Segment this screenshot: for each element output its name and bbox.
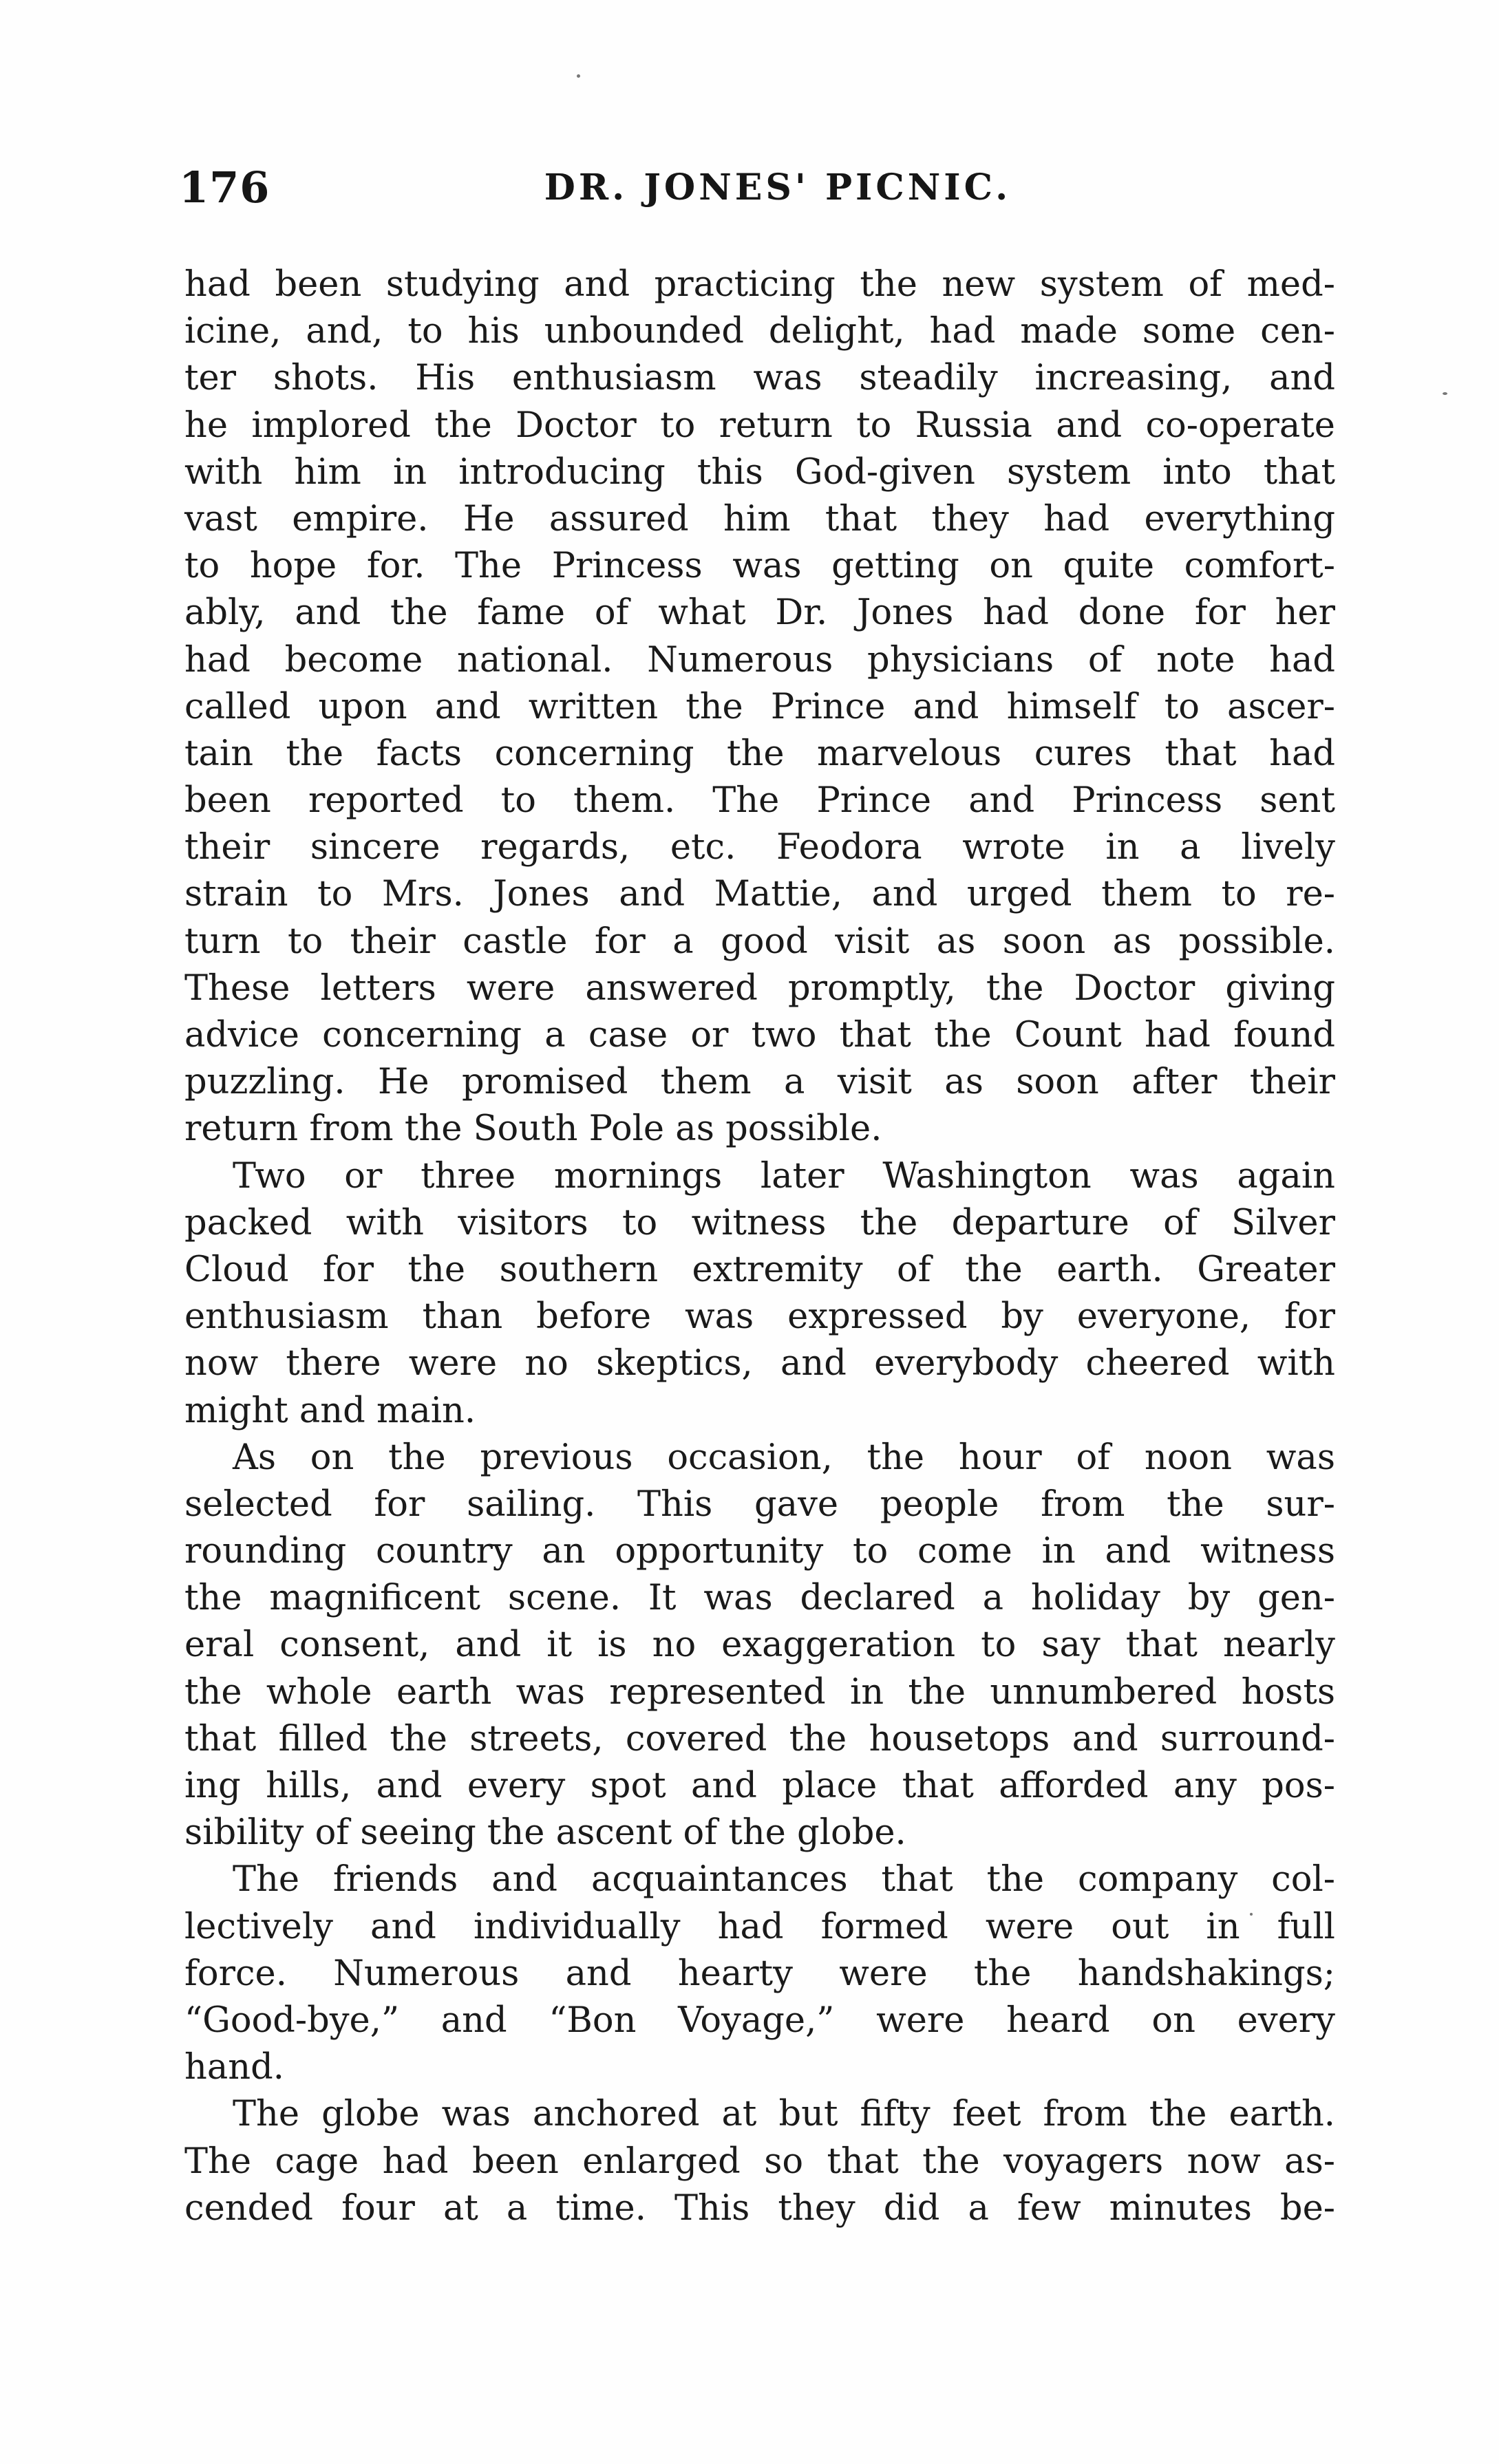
text-line: had become national. Numerous physicians of note had [184, 639, 1335, 681]
text-line: lectively and individually had formed were out in full [184, 1906, 1335, 1947]
text-line: ably, and the fame of what Dr. Jones had done for her [184, 592, 1335, 634]
text-line: advice concerning a case or two that the Count had found [184, 1015, 1335, 1056]
text-line: strain to Mrs. Jones and Mattie, and urged them to re- [184, 874, 1335, 915]
text-line: return from the South Pole as possible. [184, 1108, 882, 1150]
text-line: “Good-bye,” and “Bon Voyage,” were heard on every [184, 2000, 1335, 2041]
text-line: called upon and written the Prince and himself to ascer- [184, 686, 1335, 727]
text-line: now there were no skeptics, and everybody cheered with [184, 1343, 1335, 1384]
text-line: Cloud for the southern extremity of the earth. Greater [184, 1249, 1335, 1290]
text-line: The cage had been enlarged so that the voyagers now as- [184, 2141, 1335, 2182]
text-line: with him in introducing this God-given system into that [184, 451, 1335, 493]
text-line: that filled the streets, covered the housetops and surround- [184, 1718, 1335, 1759]
paragraph [184, 1153, 1335, 1435]
text-line: ing hills, and every spot and place that afforded any pos- [184, 1766, 1335, 1806]
paragraph [184, 1435, 1335, 1857]
page-number: 176 [179, 162, 270, 213]
text-line: The globe was anchored at but fifty feet from the earth. [233, 2094, 1335, 2135]
text-line: packed with visitors to witness the departure of Silver [184, 1202, 1335, 1243]
text-line: tain the facts concerning the marvelous cures that had [184, 733, 1335, 774]
text-line: force. Numerous and hearty were the handshakings; [184, 1953, 1335, 1994]
page-header [179, 157, 1376, 219]
paragraph [184, 1856, 1335, 2091]
text-line: their sincere regards, etc. Feodora wrote in a lively [184, 827, 1335, 868]
text-line: Two or three mornings later Washington was again [233, 1155, 1335, 1197]
running-title: DR. JONES' PICNIC. [544, 167, 1012, 208]
text-line: eral consent, and it is no exaggeration to say that nearly [184, 1625, 1335, 1666]
text-line: vast empire. He assured him that they had everything [184, 498, 1335, 539]
body-text [184, 261, 1335, 2232]
text-line: puzzling. He promised them a visit as soon after their [184, 1062, 1335, 1103]
paragraph [184, 2091, 1335, 2232]
text-line: turn to their castle for a good visit as soon as possible. [184, 921, 1335, 962]
text-line: hand. [184, 2047, 284, 2088]
text-line: sibility of seeing the ascent of the globe. [184, 1812, 906, 1854]
paragraph [184, 261, 1335, 1153]
text-line: had been studying and practicing the new system of med- [184, 264, 1335, 305]
text-line: might and main. [184, 1390, 476, 1431]
text-line: enthusiasm than before was expressed by everyone, for [184, 1296, 1335, 1338]
text-line: selected for sailing. This gave people from the sur- [184, 1483, 1335, 1525]
text-line: icine, and, to his unbounded delight, had made some cen- [184, 311, 1335, 352]
text-line: The friends and acquaintances that the company col- [233, 1859, 1335, 1900]
text-line: As on the previous occasion, the hour of noon was [233, 1437, 1335, 1478]
ink-speck [1443, 392, 1447, 395]
text-line: cended four at a time. This they did a few minutes be- [184, 2187, 1335, 2229]
text-line: ter shots. His enthusiasm was steadily increasing, and [184, 358, 1335, 399]
text-line: been reported to them. The Prince and Princess sent [184, 780, 1335, 822]
text-line: the whole earth was represented in the unnumbered hosts [184, 1671, 1335, 1713]
text-line: rounding country an opportunity to come in and witness [184, 1531, 1335, 1572]
text-line: to hope for. The Princess was getting on quite comfort- [184, 546, 1335, 587]
text-line: the magnificent scene. It was declared a holiday by gen- [184, 1578, 1335, 1619]
text-line: he implored the Doctor to return to Russia and co-operate [184, 405, 1335, 446]
ink-speck [577, 74, 580, 78]
text-line: These letters were answered promptly, the Doctor giving [184, 967, 1335, 1009]
